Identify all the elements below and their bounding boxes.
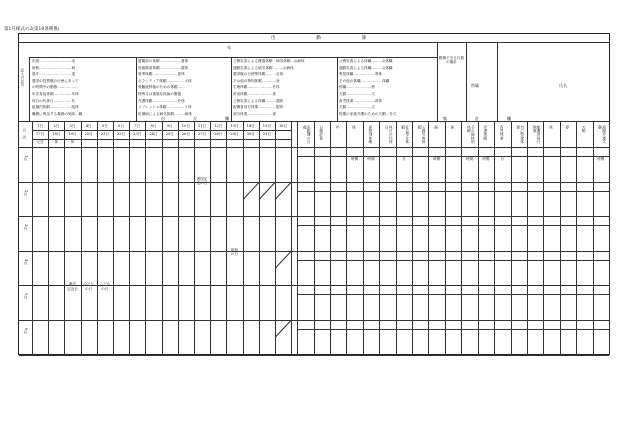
legend-item: 欠勤…………………欠: [339, 105, 375, 110]
legend-item: 私傷病による病気休暇………病休: [138, 111, 192, 116]
cumulative-days-label: 勤務できる日数の累計: [438, 56, 465, 65]
month-label: 3月: [23, 224, 28, 231]
legend-item: その他の休職………………休職: [339, 78, 390, 83]
summary-header: 休: [352, 125, 357, 129]
holiday-may: 記念日: [67, 286, 78, 291]
legend-item: 職務に専念する義務の免除…職: [32, 111, 83, 116]
day-header: 28日: [214, 132, 223, 136]
register-title: 出 勤 簿: [271, 36, 384, 41]
time-unit: 時間: [433, 157, 441, 161]
day-header: 15日: [262, 124, 271, 128]
month-label: 1月: [23, 155, 28, 162]
day-header: 21日: [100, 132, 109, 136]
legend-item: 介護休暇…………………介休: [138, 98, 185, 103]
holiday-mark: 休: [54, 140, 59, 144]
day-header: 22日: [117, 132, 126, 136]
legend-item: 選挙権の行使等休暇………社休: [233, 72, 284, 77]
summary-header: 短期介護欠勤: [598, 125, 607, 144]
month-label: 6月: [23, 328, 28, 335]
legend-item: リフレッシュ休暇……………リ休: [138, 105, 192, 110]
holiday-mark: 元日: [36, 140, 44, 144]
day-header: 1日: [37, 124, 44, 128]
holiday-may: みどり: [83, 282, 95, 287]
month-label: 5月: [23, 293, 28, 300]
attendance-sheet: [18, 33, 610, 355]
time-unit: 時間: [367, 157, 375, 161]
legend-item: 夏季休暇…………………夏休: [138, 72, 185, 77]
day-header: 17日: [36, 132, 45, 136]
summary-header: 介護休暇: [483, 125, 488, 140]
legend-item: 公務災害による療養休暇・病気休暇…◎病休: [233, 59, 305, 63]
day-header: 9日: [166, 124, 173, 128]
day-header: 7日: [134, 124, 141, 128]
legend-item: 停職…………………停: [339, 85, 375, 90]
day-header: 12日: [214, 124, 223, 128]
month-column-label: 月 次: [22, 128, 27, 140]
summary-header: 年: [336, 125, 341, 129]
name-label: 氏名: [559, 83, 567, 88]
month-label: 2月: [23, 189, 28, 196]
holiday-may: 憲法: [68, 282, 77, 287]
legend-item: 短期の家族介護のための欠勤…介欠: [339, 111, 397, 116]
summary-header: 配偶者同行休業: [533, 125, 541, 144]
holiday-feb: 建国記: [196, 176, 208, 181]
legend-item: 通勤災害による病気休暇………◎病休: [233, 65, 294, 70]
day-header: 2日: [53, 124, 60, 128]
legend-item: 選挙の投票権の行使にあって: [32, 78, 79, 83]
day-header: 3日: [69, 124, 76, 128]
summary-header: 育児休業: [500, 125, 505, 140]
legend-item: 生理休暇…………………介休: [233, 85, 280, 90]
day-header: 31日: [262, 132, 271, 136]
day-header: 14日: [246, 124, 255, 128]
summary-header: 公務災害休暇: [418, 125, 427, 144]
day-header: 6日: [118, 124, 125, 128]
day-header: 19日: [68, 132, 77, 136]
time-unit: 時間: [597, 157, 605, 161]
legend-title: 記入の記号: [20, 68, 25, 87]
day-header: 4日: [85, 124, 92, 128]
holiday-apr: の日: [230, 252, 239, 257]
summary-header: 欠勤: [582, 125, 587, 133]
holiday-may: こども: [99, 282, 111, 287]
legend-item: 産前休暇…………………産: [233, 92, 277, 96]
legend-item: その他の特別休暇…………㊡: [233, 78, 280, 83]
summary-header: 休: [451, 125, 455, 129]
summary-header: 休日の代休日: [385, 125, 394, 144]
time-unit: 時間: [482, 157, 490, 161]
holiday-mark: 休: [70, 140, 75, 144]
holiday-apr: 昭和: [230, 247, 239, 252]
day-header: 13日: [230, 124, 239, 128]
time-unit: 分: [500, 157, 505, 161]
holiday-may: の日: [101, 286, 109, 291]
holiday-may: の日: [85, 286, 93, 291]
day-header: 23日: [133, 132, 142, 136]
day-header: 30日: [246, 132, 255, 136]
legend-item: 配偶者同行休業……………配休: [233, 105, 284, 110]
day-header: 11日: [198, 124, 207, 128]
legend-item: 休日の代休日……………代: [32, 98, 76, 103]
legend-item: 公務災害による休職………◎休職: [339, 59, 393, 63]
legend-item: 退庁………………………退: [32, 72, 76, 77]
summary-header: 休: [549, 125, 554, 129]
legend-item: 部分休業…………………部: [233, 111, 277, 116]
legend-item: 出張………………………出: [32, 59, 76, 63]
legend-item: 育児休業………………育休: [339, 98, 383, 103]
legend-item: 研修………………………研: [32, 65, 76, 70]
legend-item: 通勤災害による休職………◎休職: [339, 65, 393, 70]
time-unit: 時間: [351, 157, 359, 161]
summary-header: 日割計算: [319, 125, 324, 140]
summary-header: 夏特別休暇: [368, 125, 373, 144]
day-header: 18日: [52, 132, 61, 136]
department-label: 所属: [471, 83, 479, 88]
summary-section-title: 集 計 欄: [443, 116, 523, 121]
time-unit: 時間: [465, 157, 474, 161]
legend-item: 公務災害による休職………通休: [233, 98, 284, 103]
summary-header: 社会奉仕休暇: [401, 125, 410, 144]
attendance-section-title: 出 欠 欄: [161, 116, 241, 121]
day-header: 10日: [181, 124, 190, 128]
legend-item: ボランティア休暇……………ボ休: [138, 78, 192, 83]
summary-header: 出勤簿の日数: [303, 125, 312, 144]
summary-header: 自己啓発休業: [516, 125, 525, 144]
day-header: 29日: [230, 132, 239, 136]
year-label: 年: [227, 45, 231, 50]
legend-item: 専従休職………………専休: [339, 72, 383, 77]
day-header: 20日: [84, 132, 93, 136]
month-label: 4月: [23, 258, 28, 265]
legend-item: 骨髄液移植のための休暇……: [138, 85, 185, 90]
day-header: 27日: [198, 132, 207, 136]
day-header: 16日: [279, 124, 288, 128]
legend-item: 欠勤…………………欠: [339, 92, 375, 96]
day-header: 5日: [101, 124, 108, 128]
summary-header: 停: [565, 125, 570, 129]
day-header: 25日: [165, 132, 174, 136]
legend-item: 組織内休暇………………組休: [32, 105, 79, 110]
legend-item: 特殊又は重篤な疾病の療養: [138, 92, 182, 96]
legend-item: 年次有給休暇……………年休: [32, 92, 79, 96]
legend-item: 夏期前の休暇………………夏休: [138, 59, 189, 63]
day-header: 24日: [149, 132, 158, 136]
day-header: 26日: [181, 132, 190, 136]
summary-header: その他特別休暇: [467, 125, 476, 144]
time-unit: 分: [402, 157, 406, 161]
legend-item: 妊娠障害休暇………………健休: [138, 65, 189, 70]
day-header: 8日: [150, 124, 157, 128]
form-label: 第1号様式の2(第18条関係): [4, 27, 60, 32]
legend-item: の時間中の勤務………………: [32, 85, 79, 90]
holiday-feb: 念の日: [196, 181, 208, 186]
summary-header: 病: [434, 125, 439, 129]
